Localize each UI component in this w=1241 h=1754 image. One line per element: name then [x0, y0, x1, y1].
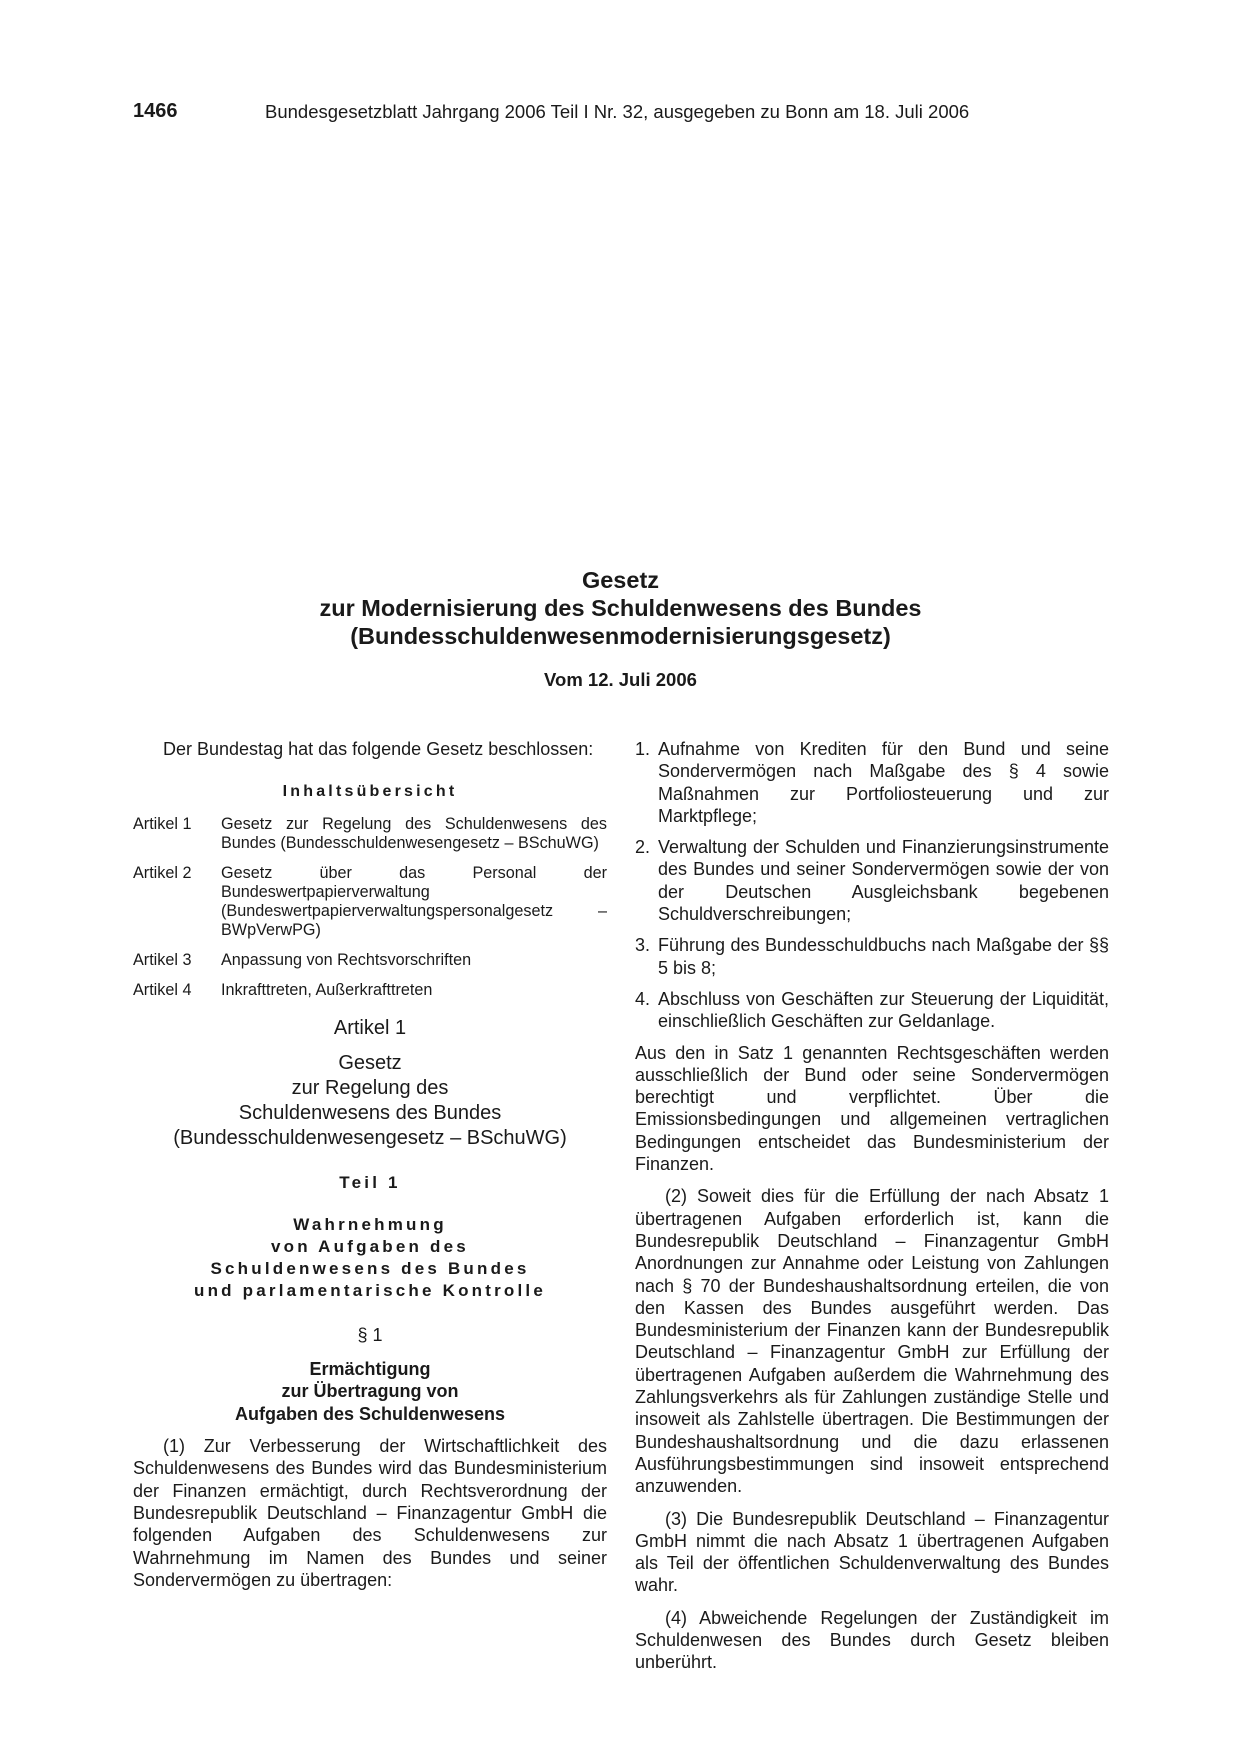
section1-title-line2: zur Übertragung von: [281, 1381, 459, 1402]
toc-article-number: Artikel 2: [133, 863, 192, 882]
section1-paragraph2: (2) Soweit dies für die Erfüllung der nach Absatz 1 übertragenen Aufgaben erforderlich ist, kann die Bundesrepublik Deutschland – Finanzagentur GmbH Anordnungen zur Annahme oder Leistung von Zahlungen nach § 70 der Bundeshaushaltsordnung erteilen, die von den Kassen des Bundes ausgeführt werden. Das Bundesministerium der Finanzen kann der Bundesrepublik Deutschland – Finanzagentur GmbH zur Erfüllung der übertragenen Aufgaben außerdem die Wahrnehmung des Zahlungsverkehrs als für Zahlungen zuständige Stelle und insoweit als Zahlstelle übertragen. Die Bestimmungen der Bundeshaushaltsordnung und die dazu erlassenen Ausführungsbestimmungen sind insoweit entsprechend anzuwenden.: [635, 1186, 1109, 1497]
right-column: [635, 738, 1109, 1674]
law-title-line1: Gesetz: [581, 567, 660, 593]
list-item-text: Verwaltung der Schulden und Finanzierungsinstrumente des Bundes und seiner Sondervermögen sowie der von der Deutschen Ausgleichsbank begebenen Schuldverschreibungen;: [658, 837, 1109, 925]
part1-title-line3: Schuldenwesens des Bundes: [210, 1258, 530, 1278]
article1-heading-block: [133, 1016, 607, 1151]
toc-article-title: Anpassung von Rechtsvorschriften: [221, 950, 472, 969]
list-item: [635, 934, 1109, 979]
section1-number: § 1: [357, 1324, 383, 1345]
list-item-number: 2.: [635, 837, 651, 858]
article1-title-line3: Schuldenwesens des Bundes: [238, 1101, 502, 1124]
section1-title-line1: Ermächtigung: [309, 1359, 431, 1380]
toc-article-number: Artikel 1: [133, 814, 192, 833]
article1-title-line4: (Bundesschuldenwesengesetz – BSchuWG): [173, 1126, 567, 1149]
part1-title-line4: und parlamentarische Kontrolle: [194, 1280, 546, 1300]
list-item-number: 3.: [635, 935, 651, 956]
toc-row: [133, 864, 607, 940]
toc-article-number: Artikel 4: [133, 980, 192, 999]
list-item-number: 1.: [635, 739, 651, 759]
section1-paragraph1: (1) Zur Verbesserung der Wirtschaftlichkeit des Schuldenwesens des Bundes wird das Bundesministerium der Finanzen ermächtigt, durch Rechtsverordnung der Bundesrepublik Deutschland – Finanzagentur GmbH die folgenden Aufgaben des Schuldenwesens zur Wahrnehmung im Namen des Bundes und seiner Sondervermögen zu übertragen:: [133, 1436, 607, 1590]
section1-paragraph4: (4) Abweichende Regelungen der Zuständigkeit im Schuldenwesen des Bundes durch Gesetz bleiben unberührt.: [635, 1607, 1109, 1673]
toc-article-title: Gesetz zur Regelung des Schuldenwesens des Bundes (Bundesschuldenwesengesetz – BSchuWG): [221, 814, 607, 852]
article1-heading: Artikel 1: [333, 1016, 407, 1039]
list-item-text: Führung des Bundesschuldbuchs nach Maßgabe der §§ 5 bis 8;: [658, 935, 1109, 978]
page-number: 1466: [133, 100, 178, 122]
law-title-line2: zur Modernisierung des Schuldenwesens des Bundes: [319, 595, 922, 621]
list-item-text: Abschluss von Geschäften zur Steuerung der Liquidität, einschließlich Geschäften zur Geldanlage.: [658, 988, 1109, 1032]
toc-row: [133, 815, 607, 853]
toc-article-number: Artikel 3: [133, 950, 192, 969]
section1-paragraph1-continuation: Aus den in Satz 1 genannten Rechtsgeschäften werden ausschließlich der Bund oder seine Sondervermögen berechtigt und verpflichtet. Über die Emissionsbedingungen und allgemeinen vertraglichen Bedingungen entscheidet das Bundesministerium der Finanzen.: [635, 1042, 1109, 1175]
task-list: [635, 738, 1109, 1033]
left-column: [133, 738, 607, 1591]
law-title-block: [0, 566, 1241, 650]
law-title-line3: (Bundesschuldenwesenmodernisierungsgesetz): [350, 623, 891, 649]
toc-row: [133, 951, 607, 970]
list-item: [635, 738, 1109, 827]
law-date: Vom 12. Juli 2006: [544, 669, 697, 690]
list-item: [635, 988, 1109, 1033]
section1-paragraph3: (3) Die Bundesrepublik Deutschland – Finanzagentur GmbH nimmt die nach Absatz 1 übertragenen Aufgaben als Teil der öffentlichen Schuldenverwaltung des Bundes wahr.: [635, 1508, 1109, 1596]
intro-paragraph: Der Bundestag hat das folgende Gesetz beschlossen:: [163, 739, 594, 759]
part1-title-block: [133, 1214, 607, 1302]
toc-heading: Inhaltsübersicht: [282, 783, 458, 801]
part1-title-line1: Wahrnehmung: [293, 1214, 447, 1234]
toc-article-title: Gesetz über das Personal der Bundeswertpapierverwaltung (Bundeswertpapierverwaltungspersonalgesetz – BWpVerwPG): [221, 863, 607, 939]
article1-title-line2: zur Regelung des: [291, 1076, 449, 1099]
section1-title-line3: Aufgaben des Schuldenwesens: [234, 1403, 506, 1424]
list-item-text: Aufnahme von Krediten für den Bund und seine Sondervermögen nach Maßgabe des § 4 sowie Maßnahmen zur Portfoliosteuerung und zur Marktpflege;: [658, 739, 1109, 826]
toc-row: [133, 981, 607, 1000]
list-item-number: 4.: [635, 988, 651, 1009]
toc-article-title: Inkrafttreten, Außerkrafttreten: [221, 980, 433, 999]
article1-title-line1: Gesetz: [338, 1051, 402, 1074]
section1-title-block: [133, 1358, 607, 1425]
part1-heading: Teil 1: [339, 1172, 401, 1192]
running-header: Bundesgesetzblatt Jahrgang 2006 Teil I Nr. 32, ausgegeben zu Bonn am 18. Juli 2006: [265, 101, 970, 122]
list-item: [635, 836, 1109, 925]
part1-title-line2: von Aufgaben des: [271, 1236, 469, 1256]
